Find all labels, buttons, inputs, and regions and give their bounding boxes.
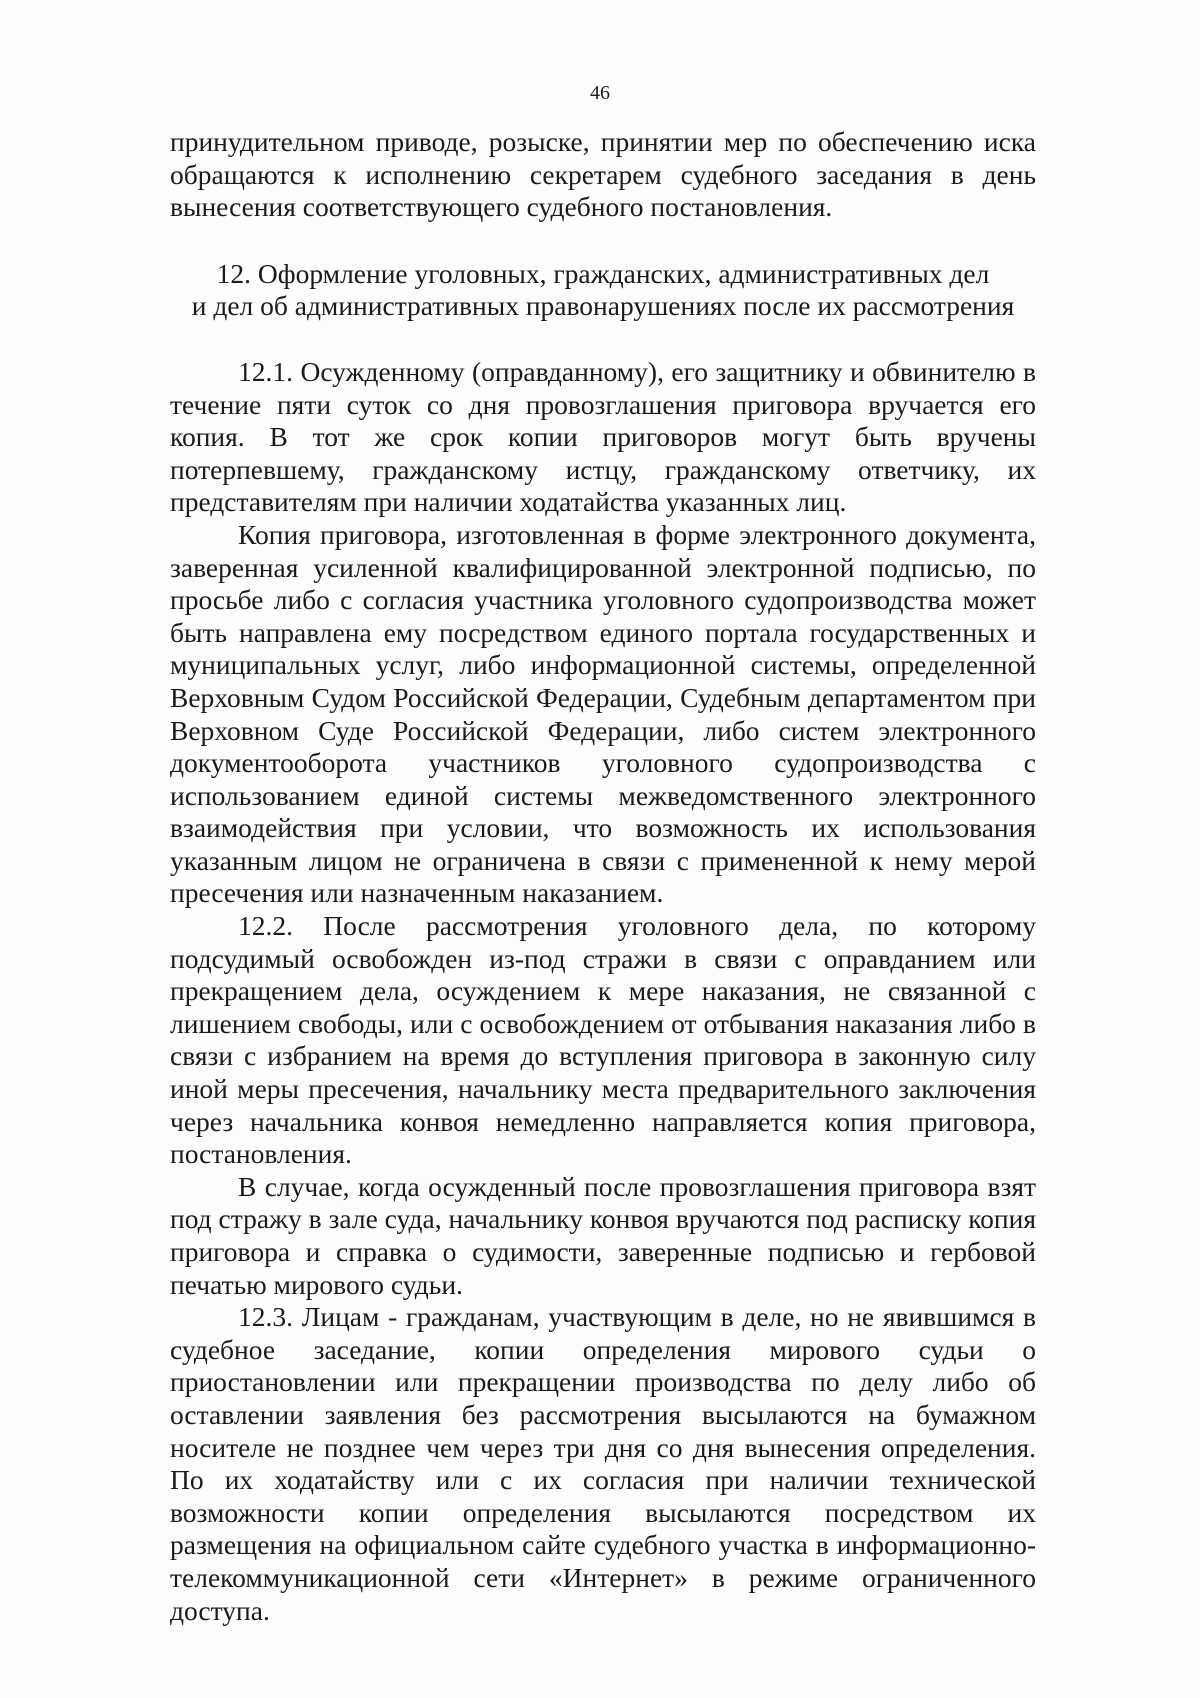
continuation-paragraph: принудительном приводе, розыске, принятии мер по обеспечению иска обращаются к исполнению секретарем судебного заседания в день вынесения соответствующего судебного постановления. <box>170 126 1036 223</box>
paragraph-12-2: 12.2. После рассмотрения уголовного дела, по которому подсудимый освобожден из-под стражи в связи с оправданием или прекращением дела, осуждением к мере наказания, не связанной с лишением свободы, или с освобождением от отбывания наказания либо в связи с избранием на время до вступления приговора в законную силу иной меры пресечения, начальнику места предварительного заключения через начальника конвоя немедленно направляется копия приговора, постановления. <box>170 910 1036 1170</box>
section-heading <box>170 258 1036 323</box>
paragraph-12-1: 12.1. Осужденному (оправданному), его защитнику и обвинителю в течение пяти суток со дня провозглашения приговора вручается его копия. В тот же срок копии приговоров могут быть вручены потерпевшему, гражданскому истцу, гражданскому ответчику, их представителям при наличии ходатайства указанных лиц. <box>170 355 1036 518</box>
document-body <box>170 126 1036 1627</box>
page-number: 46 <box>590 82 610 104</box>
section-heading-line-2: и дел об административных правонарушениях после их рассмотрения <box>191 290 1015 322</box>
paragraph-custody: В случае, когда осужденный после провозглашения приговора взят под стражу в зале суда, начальнику конвоя вручаются под расписку копия приговора и справка о судимости, заверенные подписью и гербовой печатью мирового судьи. <box>170 1170 1036 1300</box>
paragraph-electronic-copy: Копия приговора, изготовленная в форме электронного документа, заверенная усиленной квалифицированной электронной подписью, по просьбе либо с согласия участника уголовного судопроизводства может быть направлена ему посредством единого портала государственных и муниципальных услуг, либо информационной системы, определенной Верховным Судом Российской Федерации, Судебным департаментом при Верховном Суде Российской Федерации, либо систем электронного документооборота участников уголовного судопроизводства с использованием единой системы межведомственного электронного взаимодействия при условии, что возможность их использования указанным лицом не ограничена в связи с примененной к нему мерой пресечения или назначенным наказанием. <box>170 518 1036 909</box>
section-heading-line-1: 12. Оформление уголовных, гражданских, административных дел <box>216 257 990 289</box>
paragraph-12-3: 12.3. Лицам - гражданам, участвующим в деле, но не явившимся в судебное заседание, копии определения мирового судьи о приостановлении или прекращении производства по делу либо об оставлении заявления без рассмотрения высылаются на бумажном носителе не позднее чем через три дня со дня вынесения определения. По их ходатайству или с их согласия при наличии технической возможности копии определения высылаются посредством их размещения на официальном сайте судебного участка в информационно-телекоммуникационной сети «Интернет» в режиме ограниченного доступа. <box>170 1301 1036 1626</box>
